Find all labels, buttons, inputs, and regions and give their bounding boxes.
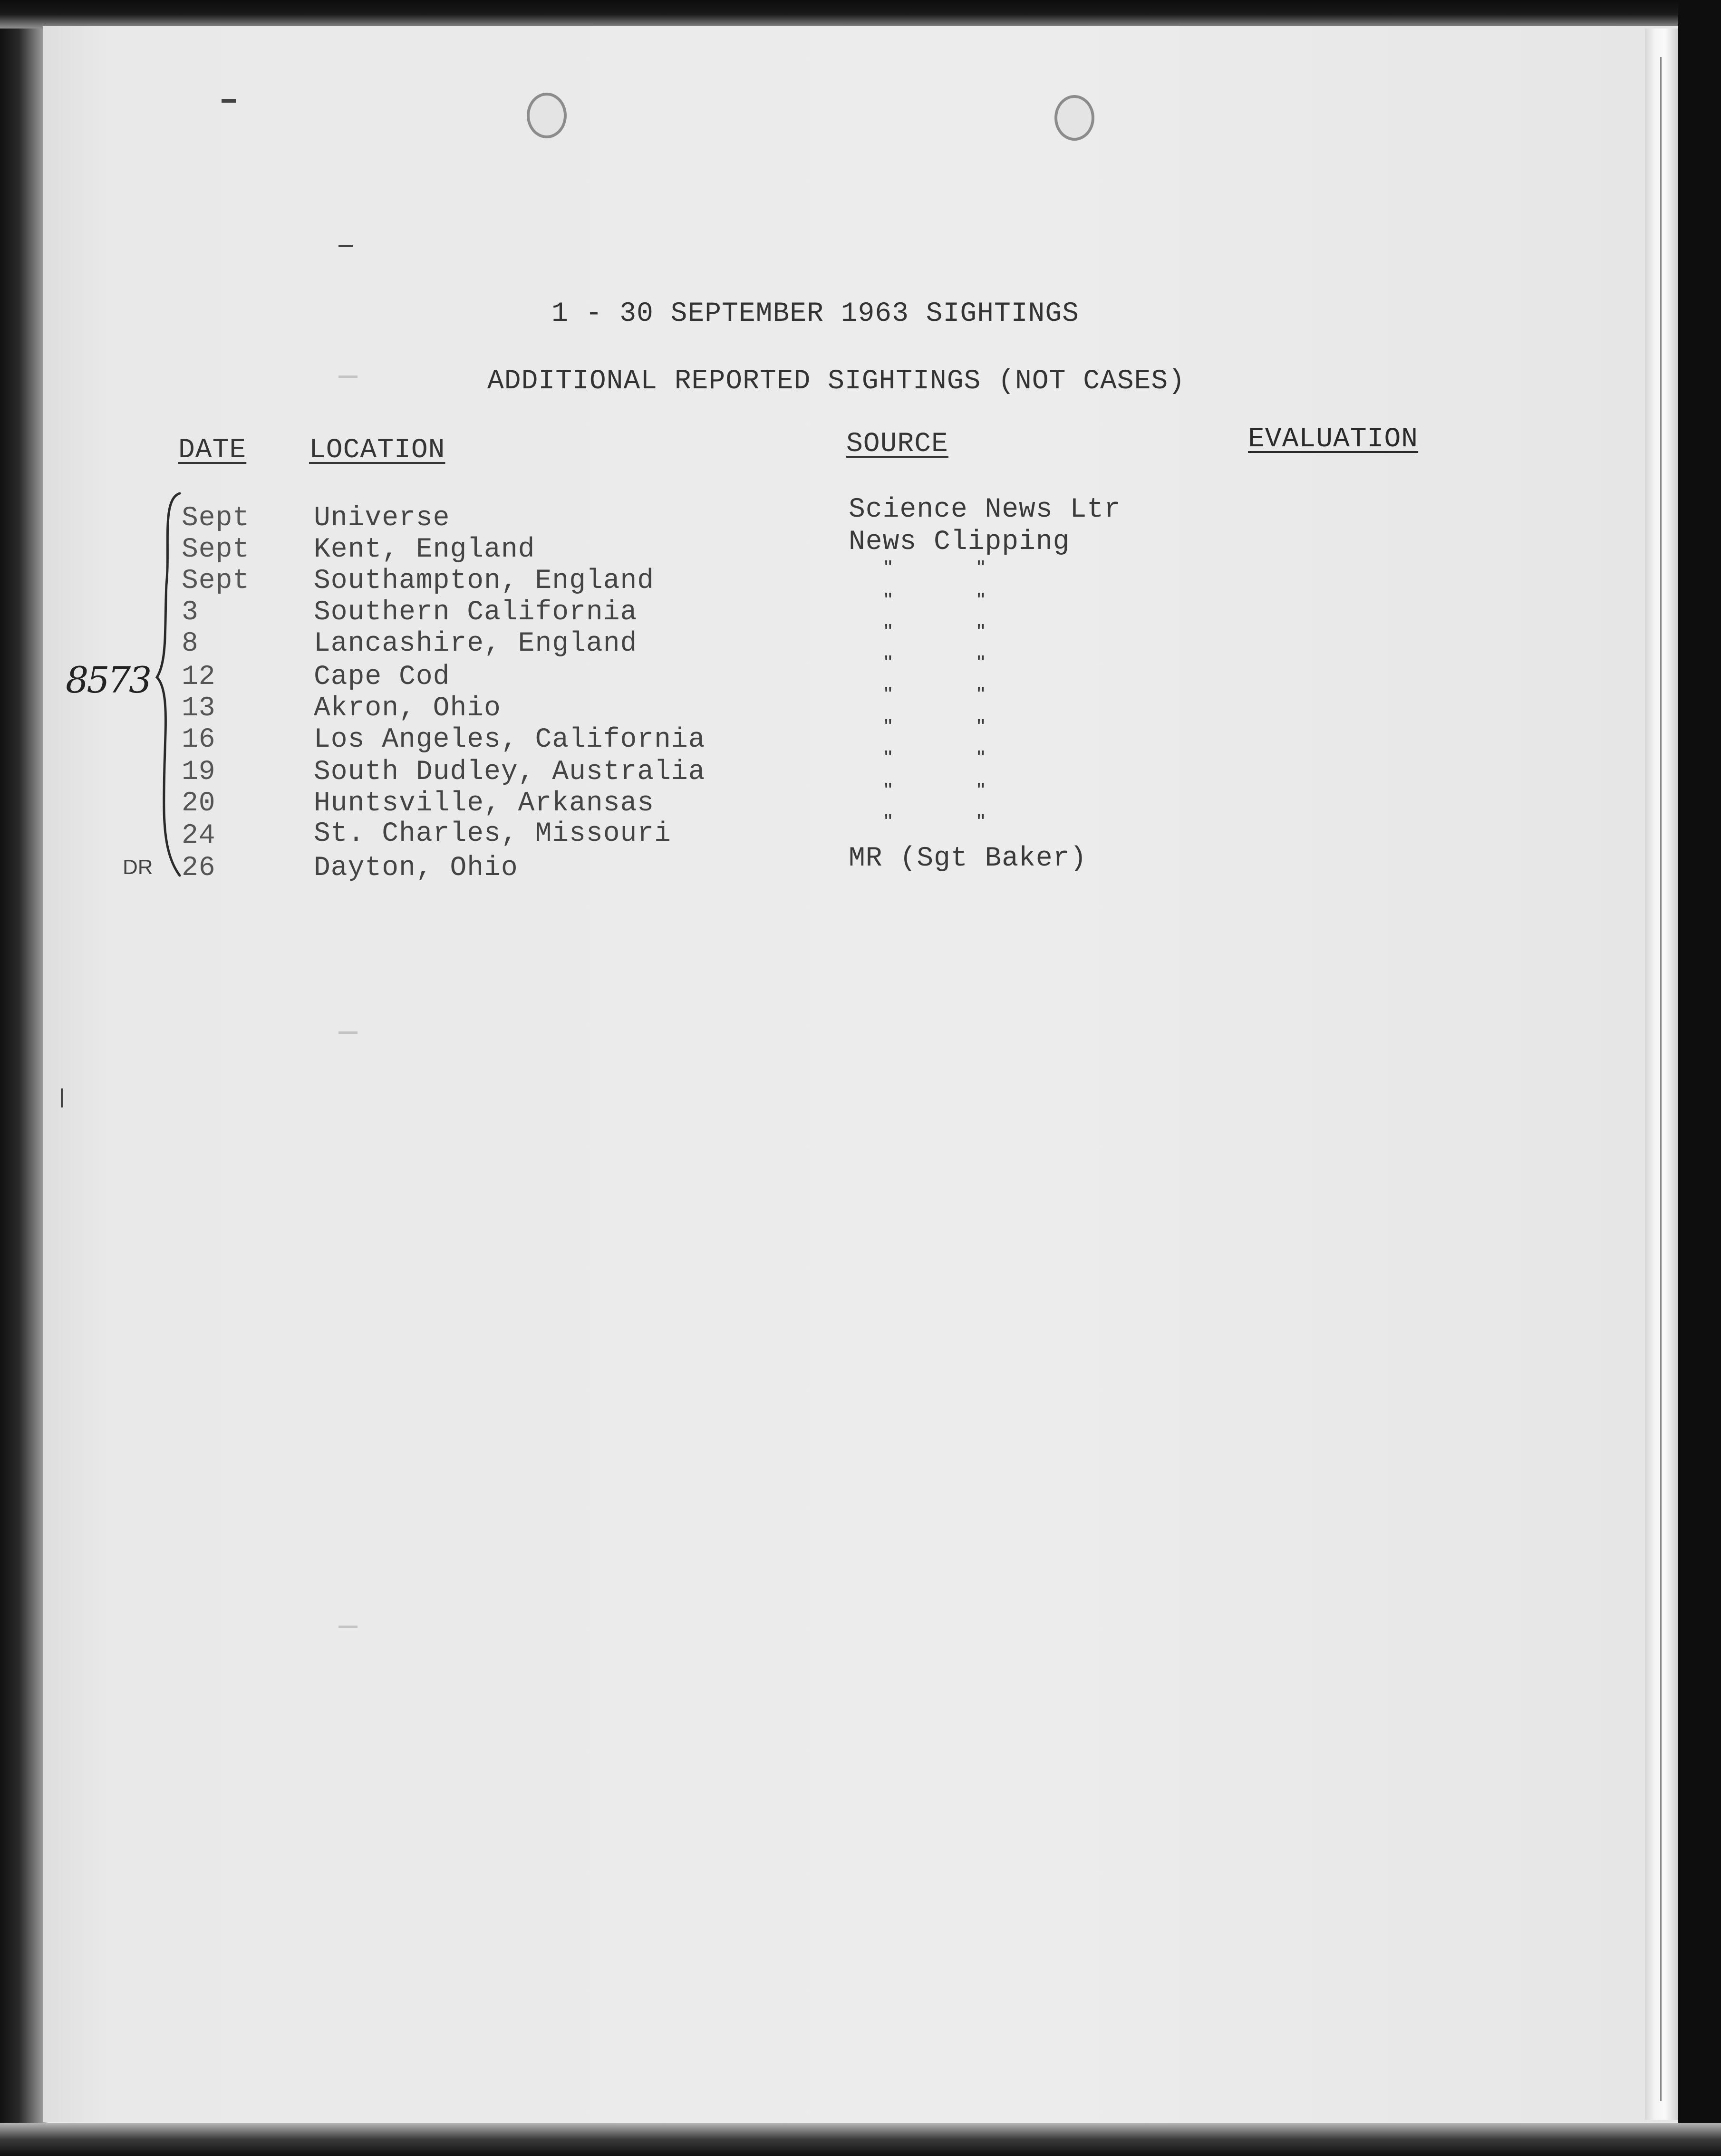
column-header-date: DATE: [178, 435, 247, 466]
ditto-mark-right: ": [977, 619, 985, 644]
ditto-mark-left: ": [884, 809, 892, 834]
stray-mark: [222, 99, 236, 103]
ditto-mark-left: ": [884, 778, 892, 803]
table-row-date: 8: [182, 628, 199, 659]
table-row-date: 16: [182, 724, 216, 755]
handwritten-brace: [143, 490, 195, 879]
document-title: 1 - 30 SEPTEMBER 1963 SIGHTINGS: [551, 298, 1079, 329]
table-row-location: Huntsville, Arkansas: [314, 788, 655, 819]
ditto-mark-right: ": [977, 778, 985, 803]
paper-sheet: [43, 26, 1678, 2122]
margin-tick: [338, 1031, 358, 1034]
punch-hole-left: [527, 93, 567, 138]
ditto-mark-left: ": [884, 651, 892, 675]
table-row-date: 12: [182, 662, 216, 693]
ditto-mark-right: ": [977, 714, 985, 739]
stray-mark: [61, 1088, 63, 1107]
table-row-date: Sept: [182, 503, 250, 534]
table-row-location: Akron, Ohio: [314, 693, 501, 724]
table-row-location: Southern California: [314, 597, 638, 628]
table-row-source: MR (Sgt Baker): [849, 843, 1087, 874]
scan-border-right: [1678, 0, 1721, 2156]
ditto-mark-right: ": [977, 809, 985, 834]
table-row-date: 20: [182, 788, 216, 819]
punch-hole-right: [1054, 95, 1094, 141]
table-row-location: Los Angeles, California: [314, 724, 706, 755]
table-row-date: Sept: [182, 566, 250, 597]
table-row-date: 19: [182, 757, 216, 788]
ditto-mark-left: ": [884, 556, 892, 580]
scan-border-top: [0, 0, 1721, 29]
ditto-mark-right: ": [977, 588, 985, 613]
scan-border-left: [0, 0, 48, 2156]
table-row-date: 3: [182, 597, 199, 628]
table-row-location: Universe: [314, 503, 450, 534]
dr-mark: DR: [123, 856, 153, 879]
ditto-mark-left: ": [884, 746, 892, 770]
table-row-location: Cape Cod: [314, 662, 450, 693]
column-header-location: LOCATION: [309, 435, 445, 466]
margin-tick: [338, 375, 358, 378]
margin-tick: [338, 1626, 358, 1628]
table-row-date: 13: [182, 693, 216, 724]
table-row-location: Dayton, Ohio: [314, 853, 518, 884]
fold-line: [1660, 57, 1662, 2101]
ditto-mark-left: ": [884, 714, 892, 739]
table-row-location: Southampton, England: [314, 566, 655, 597]
table-row-location: South Dudley, Australia: [314, 757, 706, 788]
stray-mark: [338, 245, 353, 247]
scan-border-bottom: [0, 2123, 1721, 2156]
ditto-mark-left: ": [884, 588, 892, 613]
table-row-source: Science News Ltr: [849, 494, 1121, 525]
column-header-source: SOURCE: [846, 429, 948, 460]
ditto-mark-right: ": [977, 746, 985, 770]
table-row-date: 24: [182, 820, 216, 851]
table-row-location: St. Charles, Missouri: [314, 818, 671, 849]
ditto-mark-left: ": [884, 682, 892, 707]
paper-right-edge: [1645, 29, 1678, 2120]
table-row-date: 26: [182, 853, 216, 884]
ditto-mark-right: ": [977, 651, 985, 675]
table-row-location: Lancashire, England: [314, 628, 638, 659]
table-row-location: Kent, England: [314, 534, 535, 565]
ditto-mark-left: ": [884, 619, 892, 644]
document-subtitle: ADDITIONAL REPORTED SIGHTINGS (NOT CASES): [487, 366, 1186, 397]
table-row-source: News Clipping: [849, 527, 1070, 558]
handwritten-case-number: 8573: [66, 659, 150, 701]
table-row-date: Sept: [182, 534, 250, 565]
column-header-evaluation: EVALUATION: [1248, 424, 1419, 455]
ditto-mark-right: ": [977, 682, 985, 707]
ditto-mark-right: ": [977, 556, 985, 580]
